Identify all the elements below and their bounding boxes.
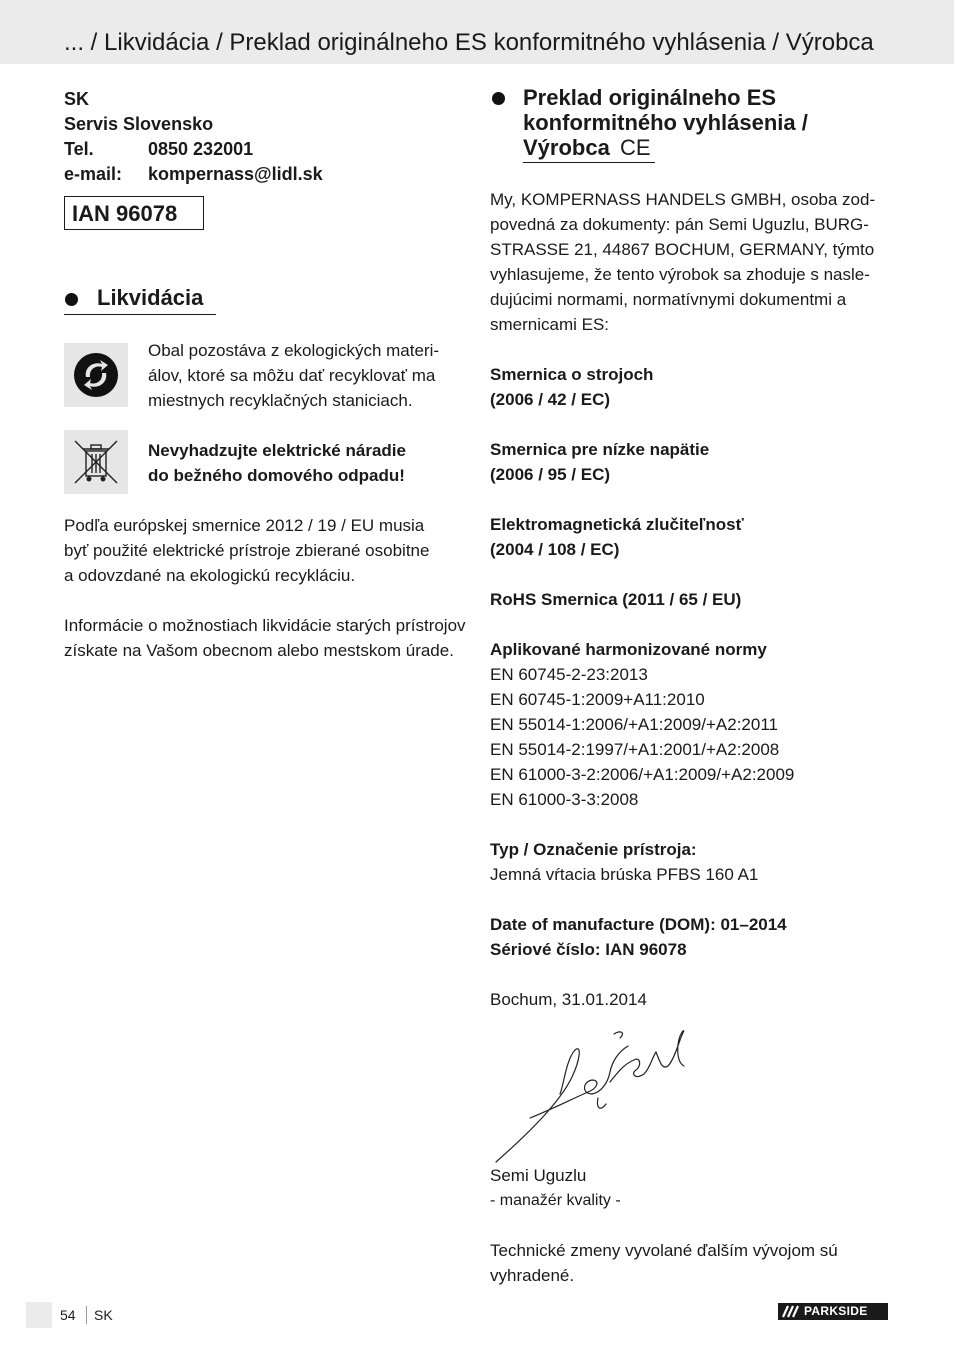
standard-item: EN 60745-2-23:2013 bbox=[490, 665, 648, 684]
type-label: Typ / Označenie prístroja: bbox=[490, 840, 697, 859]
standard-item: EN 61000-3-2:2006/+A1:2009/+A2:2009 bbox=[490, 765, 795, 784]
declaration-intro: My, KOMPERNASS HANDELS GMBH, osoba zod- povedná za dokumenty: pán Semi Uguzlu, BURG- STRASSE 21, 44867 BOCHUM, GERMANY, týmto vyhlasujeme, že tento výrobok sa zhoduje s nasle- dujúcimi normami, normatívnymi dokumentmi a smernicami ES: bbox=[490, 190, 876, 334]
green-dot-recycle-icon bbox=[72, 351, 120, 399]
footer-lang: SK bbox=[94, 1307, 113, 1323]
ce-mark: CE bbox=[619, 135, 651, 160]
standards-block bbox=[490, 637, 794, 812]
page-number: 54 bbox=[60, 1307, 76, 1323]
ian-box: IAN 96078 bbox=[64, 196, 204, 230]
signer-role: - manažér kvality - bbox=[490, 1192, 621, 1209]
declaration-title-underline bbox=[523, 162, 655, 163]
changes-note: Technické zmeny vyvolané ďalším vývojom sú vyhradené. bbox=[490, 1241, 838, 1285]
serial-text: Sériové číslo: IAN 96078 bbox=[490, 940, 687, 959]
weee-icon-box bbox=[64, 430, 128, 494]
disposal-title: Likvidácia bbox=[97, 285, 204, 310]
directive-text: Podľa európskej smernice 2012 / 19 / EU musia byť použité elektrické prístroje zbierané osobitne a odovzdané na ekologickú recykláciu. bbox=[64, 516, 430, 585]
dom-text: Date of manufacture (DOM): 01–2014 bbox=[490, 915, 787, 934]
contact-country: SK bbox=[64, 89, 90, 109]
tel-label: Tel. bbox=[64, 139, 94, 159]
standards-title: Aplikované harmonizované normy bbox=[490, 640, 767, 659]
standard-item: EN 55014-2:1997/+A1:2001/+A2:2008 bbox=[490, 740, 780, 759]
low-voltage-directive: Smernica pre nízke napätie (2006 / 95 / EC) bbox=[490, 440, 710, 484]
type-value: Jemná vŕtacia brúska PFBS 160 A1 bbox=[490, 865, 759, 884]
footer-marker bbox=[26, 1302, 52, 1328]
signature-image bbox=[490, 1022, 700, 1167]
email-value: kompernass@lidl.sk bbox=[148, 164, 323, 184]
manufacture-block bbox=[490, 912, 787, 962]
brand-name: PARKSIDE bbox=[804, 1304, 868, 1318]
machinery-directive: Smernica o strojoch (2006 / 42 / EC) bbox=[490, 365, 654, 409]
email-label: e-mail: bbox=[64, 164, 123, 184]
brand-stripes-icon bbox=[778, 1303, 804, 1320]
tel-value: 0850 232001 bbox=[148, 139, 254, 159]
standard-item: EN 60745-1:2009+A11:2010 bbox=[490, 690, 705, 709]
crossed-bin-icon bbox=[69, 435, 123, 489]
info-text: Informácie o možnostiach likvidácie starých prístrojov získate na Vašom obecnom alebo mestskom úrade. bbox=[64, 616, 466, 660]
device-type-block bbox=[490, 837, 758, 887]
disposal-title-underline bbox=[64, 314, 216, 315]
contact-email-row bbox=[64, 162, 323, 187]
signer-block bbox=[490, 1163, 621, 1213]
brand-logo bbox=[778, 1303, 888, 1320]
bullet-icon bbox=[492, 92, 505, 105]
emc-directive: Elektromagnetická zlučiteľnosť (2004 / 108 / EC) bbox=[490, 515, 744, 559]
recycle-text: Obal pozostáva z ekologických materi- álov, ktoré sa môžu dať recyklovať ma miestnych recyklačných staniciach. bbox=[148, 341, 440, 410]
bullet-icon bbox=[65, 293, 78, 306]
rohs-directive: RoHS Smernica (2011 / 65 / EU) bbox=[490, 590, 742, 609]
contact-service: Servis Slovensko bbox=[64, 114, 214, 134]
warning-text: Nevyhadzujte elektrické náradie do bežného domového odpadu! bbox=[148, 441, 406, 485]
page-title: ... / Likvidácia / Preklad originálneho ES konformitného vyhlásenia / Výrobca bbox=[64, 29, 874, 56]
place-date: Bochum, 31.01.2014 bbox=[490, 990, 647, 1009]
signer-name: Semi Uguzlu bbox=[490, 1166, 587, 1185]
contact-tel-row bbox=[64, 137, 254, 162]
footer-separator bbox=[86, 1306, 87, 1324]
standard-item: EN 55014-1:2006/+A1:2009/+A2:2011 bbox=[490, 715, 778, 734]
standard-item: EN 61000-3-3:2008 bbox=[490, 790, 639, 809]
recycle-icon-box bbox=[64, 343, 128, 407]
declaration-title: Preklad originálneho ES konformitného vyhlásenia / Výrobca CE bbox=[523, 85, 808, 160]
